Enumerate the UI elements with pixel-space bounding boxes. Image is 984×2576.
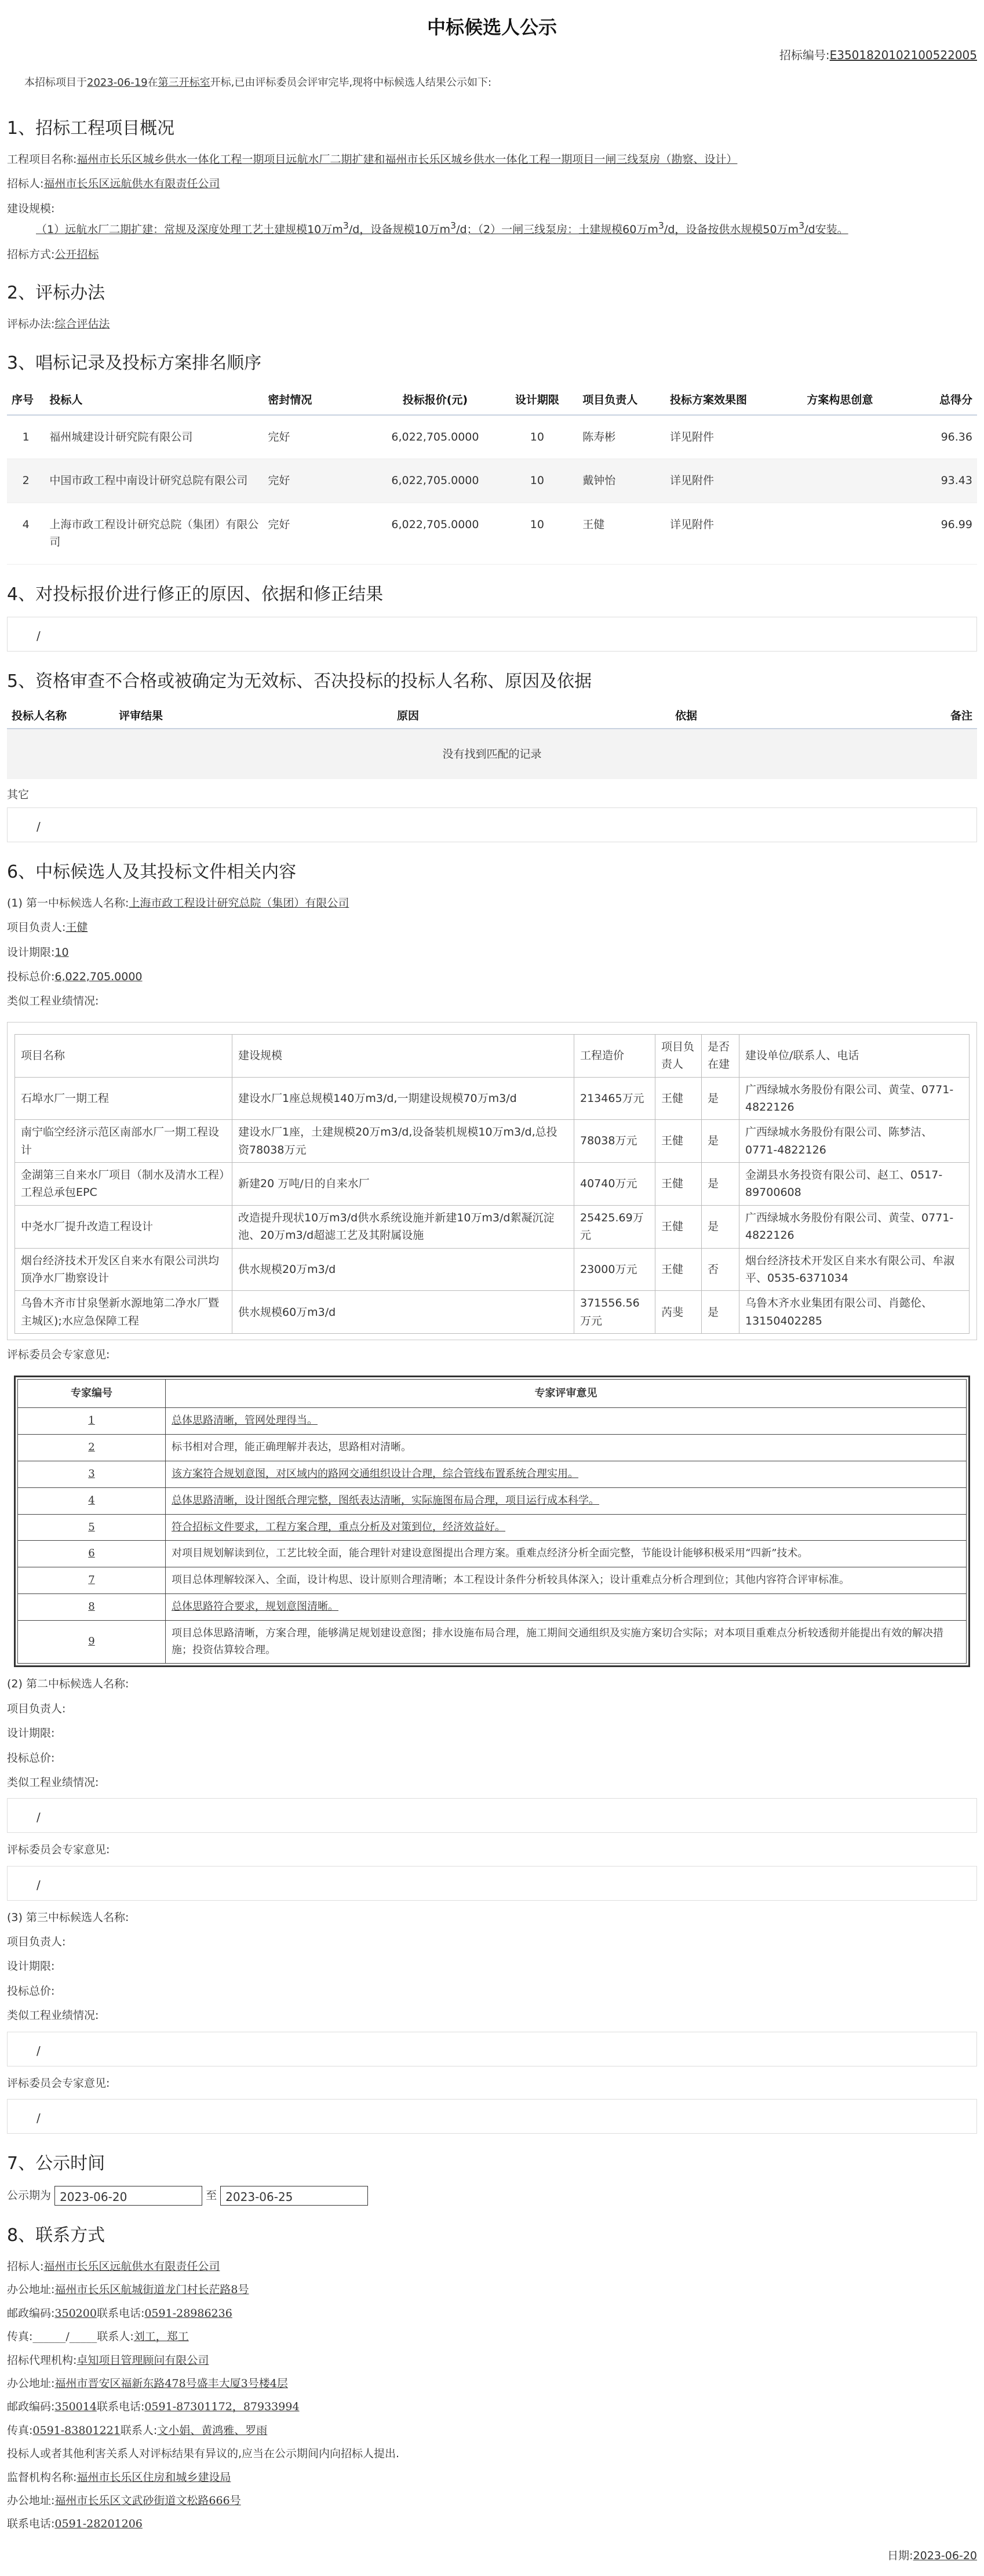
section-2-heading: 2、评标办法	[7, 283, 105, 304]
expert-opinion: 项目总体理解较深入、全面，设计构思、设计原则合理清晰；本工程设计条件分析较具体深入；设计重难点分析合理到位；其他内容符合评审标准。	[166, 1567, 967, 1594]
similar-projects-table	[14, 1034, 970, 1334]
proj-cell: 40740万元	[574, 1163, 655, 1206]
third-period-label: 设计期限:	[7, 1960, 55, 1973]
table-row	[18, 1487, 967, 1514]
tender-method-line	[7, 246, 977, 263]
proj-cell: 广西绿城水务股份有限公司、黄莹、0771-4822126	[739, 1077, 970, 1120]
bid-cell: 完好	[263, 415, 374, 459]
expert-no: 2	[18, 1435, 166, 1461]
period-value: 10	[54, 945, 69, 959]
other-box: /	[7, 807, 977, 842]
proj-cell: 25425.69万元	[574, 1205, 655, 1248]
second-period-label: 设计期限:	[7, 1727, 55, 1740]
contact-line	[7, 2515, 977, 2533]
publicity-end-input[interactable]: 2023-06-25	[220, 2186, 368, 2206]
publicity-to: 至	[206, 2189, 217, 2202]
bid-cell: 详见附件	[665, 503, 802, 564]
expert-opinion: 标书相对合理，能正确理解并表达，思路相对清晰。	[166, 1435, 967, 1461]
proj-cell: 烟台经济技术开发区自来水有限公司洪均顶净水厂勘察设计	[15, 1248, 232, 1291]
bid-col-header: 投标报价(元)	[374, 385, 496, 415]
proj-cell: 乌鲁木齐市甘泉堡新水源地第二净水厂暨主城区);水应急保障工程	[15, 1291, 232, 1334]
expert-no: 9	[18, 1620, 166, 1664]
contact-value: 福州市长乐区航城街道龙门村长茫路8号	[54, 2283, 249, 2297]
leader-line	[7, 919, 977, 936]
table-row	[15, 1120, 970, 1163]
expert-header-row	[18, 1379, 967, 1408]
bid-cell: 10	[497, 415, 578, 459]
project-header-row	[15, 1034, 970, 1077]
price-value: 6,022,705.0000	[54, 970, 143, 983]
bid-cell: 10	[497, 503, 578, 564]
proj-cell: 213465万元	[574, 1077, 655, 1120]
bid-col-header: 项目负责人	[578, 385, 665, 415]
third-price-label: 投标总价:	[7, 1984, 55, 1998]
contact-value: 0591-87301172，87933994	[144, 2400, 300, 2414]
contact-line	[7, 2352, 977, 2369]
tenderer-value: 福州市长乐区远航供水有限责任公司	[43, 177, 220, 191]
proj-col-header: 建设单位/联系人、电话	[739, 1034, 970, 1077]
eval-method-value: 综合评估法	[54, 318, 110, 331]
table-row	[18, 1514, 967, 1541]
table-row	[18, 1435, 967, 1461]
contact-label: 邮政编码:	[7, 2306, 55, 2320]
project-name-label: 工程项目名称:	[7, 152, 77, 166]
third-candidate-label: (3) 第三中标候选人名称:	[7, 1911, 129, 1924]
experts-label: 评标委员会专家意见:	[7, 1348, 110, 1362]
bid-cell: 完好	[263, 459, 374, 503]
bid-cell	[802, 459, 913, 503]
bid-cell	[802, 503, 913, 564]
expert-no: 1	[18, 1408, 166, 1435]
bid-cell: 4	[7, 503, 45, 564]
table-row	[15, 1205, 970, 1248]
proj-cell: 建设水厂1座，土建规模20万m3/d,设备装机规模10万m3/d,总投资78038万元	[232, 1120, 574, 1163]
table-row	[15, 1077, 970, 1120]
leader-label: 项目负责人:	[7, 921, 66, 934]
contact-label: 监督机构名称:	[7, 2471, 77, 2484]
disqualified-table-header	[7, 704, 977, 729]
bid-cell: 6,022,705.0000	[374, 415, 496, 459]
contact-line	[7, 2281, 977, 2298]
bid-table	[7, 385, 977, 565]
bid-cell: 1	[7, 415, 45, 459]
second-similar-label: 类似工程业绩情况:	[7, 1775, 99, 1789]
expert-opinion: 项目总体思路清晰，方案合理，能够满足规划建设意图；排水设施布局合理，施工期间交通组织及实施方案切合实际；对本项目重难点分析较透彻并能提出有效的解决措施；投资估算较合理。	[166, 1620, 967, 1664]
bid-table-header	[7, 385, 977, 415]
contact-label: 联系电话:	[96, 2306, 145, 2320]
contact-label: 邮政编码:	[7, 2400, 55, 2414]
contact-value: 刘工，郑工	[133, 2330, 189, 2344]
contact-value: 福州市长乐区文武砂街道文松路666号	[54, 2494, 241, 2507]
project-name-value: 福州市长乐区城乡供水一体化工程一期项目远航水厂二期扩建和福州市长乐区城乡供水一体化工程一期项目一闸三线泵房（勘察、设计）	[76, 152, 738, 166]
bid-cell	[802, 415, 913, 459]
expert-opinion: 符合招标文件要求，工程方案合理，重点分析及对策到位，经济效益好。	[166, 1514, 967, 1541]
leader-value: 王健	[65, 921, 88, 934]
expert-opinion: 对项目规划解读到位，工艺比较全面，能合理针对建设意图提出合理方案。重难点经济分析全面完整，节能设计能够积极采用“四新”技术。	[166, 1541, 967, 1567]
expert-no: 6	[18, 1541, 166, 1567]
dq-col-header: 原因	[392, 704, 670, 729]
tender-code-value: E3501820102100522005	[829, 48, 977, 63]
proj-col-header: 工程造价	[574, 1034, 655, 1077]
contact-value: 0591-83801221	[32, 2424, 121, 2437]
proj-cell: 芮斐	[655, 1291, 702, 1334]
publish-date-value: 2023-06-20	[913, 2549, 977, 2562]
proj-cell: 烟台经济技术开发区自来水有限公司、牟淑平、0535-6371034	[739, 1248, 970, 1291]
proj-cell: 王健	[655, 1248, 702, 1291]
contact-value: 0591-28986236	[144, 2306, 232, 2320]
contact-value: 福州市长乐区远航供水有限责任公司	[43, 2260, 220, 2273]
price-line	[7, 968, 977, 985]
contact-line	[7, 2422, 977, 2439]
section-1-heading: 1、招标工程项目概况	[7, 118, 175, 139]
proj-cell: 广西绿城水务股份有限公司、陈梦洁、0771-4822126	[739, 1120, 970, 1163]
bid-cell: 96.99	[913, 503, 977, 564]
price-correction-box: /	[7, 617, 977, 652]
proj-cell: 371556.56万元	[574, 1291, 655, 1334]
proj-col-header: 是否在建	[702, 1034, 739, 1077]
publish-date-label: 日期:	[887, 2549, 913, 2562]
third-experts-box: /	[7, 2099, 977, 2134]
tender-method-value: 公开招标	[54, 248, 99, 261]
expert-opinion: 总体思路清晰，管网处理得当。	[166, 1408, 967, 1435]
bid-cell: 福州城建设计研究院有限公司	[45, 415, 263, 459]
proj-cell: 是	[702, 1291, 739, 1334]
proj-col-header: 项目名称	[15, 1034, 232, 1077]
contact-label: 传真:	[7, 2330, 33, 2344]
bid-cell: 中国市政工程中南设计研究总院有限公司	[45, 459, 263, 503]
expert-opinions-table	[17, 1379, 967, 1664]
contact-value: 福州市晋安区福新东路478号盛丰大厦3号楼4层	[54, 2377, 288, 2390]
section-8-heading: 8、联系方式	[7, 2225, 105, 2246]
scale-value: （1）远航水厂二期扩建：常规及深度处理工艺土建规模10万$m^3/d$，设备规模10万$m^3/d$；（2）一闸三线泵房：土建规模60万$m^3/d$，设备按供水规模50万$m^3/d$安装。	[36, 220, 848, 237]
tender-method-label: 招标方式:	[7, 248, 55, 261]
bid-cell: 10	[497, 459, 578, 503]
table-row	[15, 1163, 970, 1206]
contact-label: 办公地址:	[7, 2494, 55, 2507]
contact-value: 0591-28201206	[54, 2517, 143, 2531]
eval-method-line	[7, 315, 977, 333]
bid-cell: 93.43	[913, 459, 977, 503]
contact-line	[7, 2469, 977, 2486]
proj-cell: 否	[702, 1248, 739, 1291]
third-similar-label: 类似工程业绩情况:	[7, 2009, 99, 2022]
expert-opinions-wrapper	[14, 1376, 970, 1668]
price-label: 投标总价:	[7, 970, 55, 983]
proj-cell: 金湖第三自来水厂项目（制水及清水工程）工程总承包EPC	[15, 1163, 232, 1206]
project-name-line	[7, 151, 977, 168]
contact-label: 办公地址:	[7, 2377, 55, 2390]
contact-label: 招标人:	[7, 2260, 44, 2273]
table-row	[15, 1291, 970, 1334]
bid-cell: 陈寿彬	[578, 415, 665, 459]
second-price-label: 投标总价:	[7, 1751, 55, 1764]
proj-cell: 王健	[655, 1163, 702, 1206]
third-leader-label: 项目负责人:	[7, 1935, 66, 1949]
intro-place: 第三开标室	[158, 77, 210, 89]
proj-cell: 建设水厂1座总规模140万m3/d,一期建设规模70万m3/d	[232, 1077, 574, 1120]
similar-projects-wrapper	[7, 1022, 977, 1340]
proj-cell: 金湖县水务投资有限公司、赵工、0517-89700608	[739, 1163, 970, 1206]
disqualified-table	[7, 704, 977, 780]
proj-cell: 是	[702, 1077, 739, 1120]
first-candidate-label: (1) 第一中标候选人名称:	[7, 896, 129, 909]
proj-cell: 广西绿城水务股份有限公司、黄莹、0771-4822126	[739, 1205, 970, 1248]
bid-cell: 96.36	[913, 415, 977, 459]
bid-col-header: 设计期限	[497, 385, 578, 415]
proj-col-header: 建设规模	[232, 1034, 574, 1077]
expert-no: 4	[18, 1487, 166, 1514]
proj-cell: 供水规模60万m3/d	[232, 1291, 574, 1334]
expert-col-header: 专家编号	[18, 1379, 166, 1408]
intro-mid: 在	[147, 77, 158, 89]
section-3-heading: 3、唱标记录及投标方案排名顺序	[7, 352, 262, 373]
tenderer-label: 招标人:	[7, 177, 44, 191]
proj-cell: 中尧水厂提升改造工程设计	[15, 1205, 232, 1248]
proj-cell: 78038万元	[574, 1120, 655, 1163]
period-line	[7, 944, 977, 961]
table-row	[15, 1248, 970, 1291]
table-row	[18, 1567, 967, 1594]
tender-code-label: 招标编号:	[779, 48, 830, 63]
empty-records-message: 没有找到匹配的记录	[7, 729, 977, 779]
contact-label: 联系电话:	[7, 2517, 55, 2531]
bid-cell: 详见附件	[665, 415, 802, 459]
tenderer-line	[7, 175, 977, 192]
proj-cell: 南宁临空经济示范区南部水厂一期工程设计	[15, 1120, 232, 1163]
contact-line	[7, 2375, 977, 2392]
bid-col-header: 序号	[7, 385, 45, 415]
table-row	[18, 1593, 967, 1620]
expert-opinion: 总体思路符合要求，规划意图清晰。	[166, 1593, 967, 1620]
expert-col-header: 专家评审意见	[166, 1379, 967, 1408]
dq-col-header: 评审结果	[114, 704, 392, 729]
bid-col-header: 总得分	[913, 385, 977, 415]
objection-notice: 投标人或者其他利害关系人对评标结果有异议的,应当在公示期间内向招标人提出.	[7, 2447, 400, 2461]
eval-method-label: 评标办法:	[7, 318, 55, 331]
expert-no: 7	[18, 1567, 166, 1594]
first-candidate-line	[7, 894, 977, 912]
intro-text	[24, 75, 977, 92]
page-title: 中标候选人公示	[427, 16, 557, 38]
bid-col-header: 方案构思创意	[802, 385, 913, 415]
section-7-heading: 7、公示时间	[7, 2153, 105, 2174]
intro-date: 2023-06-19	[87, 77, 148, 89]
contact-line	[7, 2258, 977, 2275]
second-experts-box: /	[7, 1866, 977, 1901]
dq-col-header: 备注	[902, 704, 977, 729]
expert-opinion: 总体思路清晰，设计图纸合理完整，图纸表达清晰，实际施图布局合理，项目运行成本科学。	[166, 1487, 967, 1514]
bid-cell: 6,022,705.0000	[374, 459, 496, 503]
section-5-heading: 5、资格审查不合格或被确定为无效标、否决投标的投标人名称、原因及依据	[7, 671, 592, 692]
proj-cell: 改造提升现状10万m3/d供水系统设施并新建10万m3/d絮凝沉淀池、20万m3/d超滤工艺及其附属设施	[232, 1205, 574, 1248]
proj-cell: 乌鲁木齐水业集团有限公司、肖懿伦、13150402285	[739, 1291, 970, 1334]
bid-cell: 详见附件	[665, 459, 802, 503]
contact-line	[7, 2305, 977, 2322]
second-experts-label: 评标委员会专家意见:	[7, 1843, 110, 1857]
contact-value: 文小娟、黄鸿雅、罗雨	[157, 2424, 268, 2437]
dq-col-header: 依据	[670, 704, 902, 729]
expert-no: 3	[18, 1461, 166, 1487]
other-label: 其它	[7, 788, 30, 802]
bid-col-header: 投标人	[45, 385, 263, 415]
contact-line	[7, 2398, 977, 2415]
proj-cell: 王健	[655, 1205, 702, 1248]
tender-code	[7, 46, 977, 64]
contact-label: 联系人:	[120, 2424, 158, 2437]
expert-opinion: 该方案符合规划意图，对区域内的路网交通组织设计合理，综合管线布置系统合理实用。	[166, 1461, 967, 1487]
table-row	[18, 1461, 967, 1487]
second-similar-box: /	[7, 1798, 977, 1833]
contact-label: 传真:	[7, 2424, 33, 2437]
second-leader-label: 项目负责人:	[7, 1702, 66, 1715]
bid-cell: 6,022,705.0000	[374, 503, 496, 564]
second-candidate-label: (2) 第二中标候选人名称:	[7, 1678, 129, 1691]
period-label: 设计期限:	[7, 945, 55, 959]
bid-cell: 戴钟怡	[578, 459, 665, 503]
proj-cell: 新建20 万吨/日的自来水厂	[232, 1163, 574, 1206]
table-row	[7, 459, 977, 503]
proj-cell: 是	[702, 1205, 739, 1248]
contact-label: 办公地址:	[7, 2283, 55, 2297]
bid-cell: 2	[7, 459, 45, 503]
proj-col-header: 项目负责人	[655, 1034, 702, 1077]
bid-cell: 上海市政工程设计研究总院（集团）有限公司	[45, 503, 263, 564]
contact-value: 卓知项目管理顾问有限公司	[76, 2353, 209, 2367]
proj-cell: 石埠水厂一期工程	[15, 1077, 232, 1120]
proj-cell: 23000万元	[574, 1248, 655, 1291]
contact-value: ______/_____	[32, 2330, 97, 2344]
proj-cell: 供水规模20万m3/d	[232, 1248, 574, 1291]
intro-post: 开标,已由评标委员会评审完毕,现将中标候选人结果公示如下:	[210, 77, 492, 89]
publicity-period-line	[7, 2186, 977, 2206]
contact-line	[7, 2492, 977, 2509]
intro-pre: 本招标项目于	[24, 77, 87, 89]
section-6-heading: 6、中标候选人及其投标文件相关内容	[7, 861, 297, 882]
contact-label: 联系人:	[97, 2330, 134, 2344]
expert-no: 8	[18, 1593, 166, 1620]
contact-label: 联系电话:	[96, 2400, 145, 2414]
proj-cell: 是	[702, 1163, 739, 1206]
table-row	[18, 1408, 967, 1435]
proj-cell: 王健	[655, 1120, 702, 1163]
third-similar-box: /	[7, 2032, 977, 2066]
proj-cell: 是	[702, 1120, 739, 1163]
publicity-start-input[interactable]: 2023-06-20	[54, 2186, 202, 2206]
publicity-label: 公示期为	[7, 2189, 52, 2202]
publish-date	[7, 2547, 977, 2564]
bid-cell: 完好	[263, 503, 374, 564]
third-experts-label: 评标委员会专家意见:	[7, 2076, 110, 2090]
table-row	[18, 1541, 967, 1567]
bid-col-header: 投标方案效果图	[665, 385, 802, 415]
similar-label: 类似工程业绩情况:	[7, 995, 99, 1008]
section-4-heading: 4、对投标报价进行修正的原因、依据和修正结果	[7, 584, 384, 605]
table-row	[7, 415, 977, 459]
proj-cell: 王健	[655, 1077, 702, 1120]
first-candidate-name: 上海市政工程设计研究总院（集团）有限公司	[129, 896, 349, 909]
contact-value: 350200	[54, 2306, 97, 2320]
contact-line	[7, 2328, 977, 2345]
contact-value: 福州市长乐区住房和城乡建设局	[76, 2471, 231, 2484]
table-row	[18, 1620, 967, 1664]
contact-label: 招标代理机构:	[7, 2353, 77, 2367]
expert-no: 5	[18, 1514, 166, 1541]
contact-value: 350014	[54, 2400, 97, 2414]
table-row	[7, 729, 977, 779]
scale-label: 建设规模:	[7, 202, 55, 215]
dq-col-header: 投标人名称	[7, 704, 114, 729]
bid-cell: 王健	[578, 503, 665, 564]
table-row	[7, 503, 977, 564]
bid-col-header: 密封情况	[263, 385, 374, 415]
